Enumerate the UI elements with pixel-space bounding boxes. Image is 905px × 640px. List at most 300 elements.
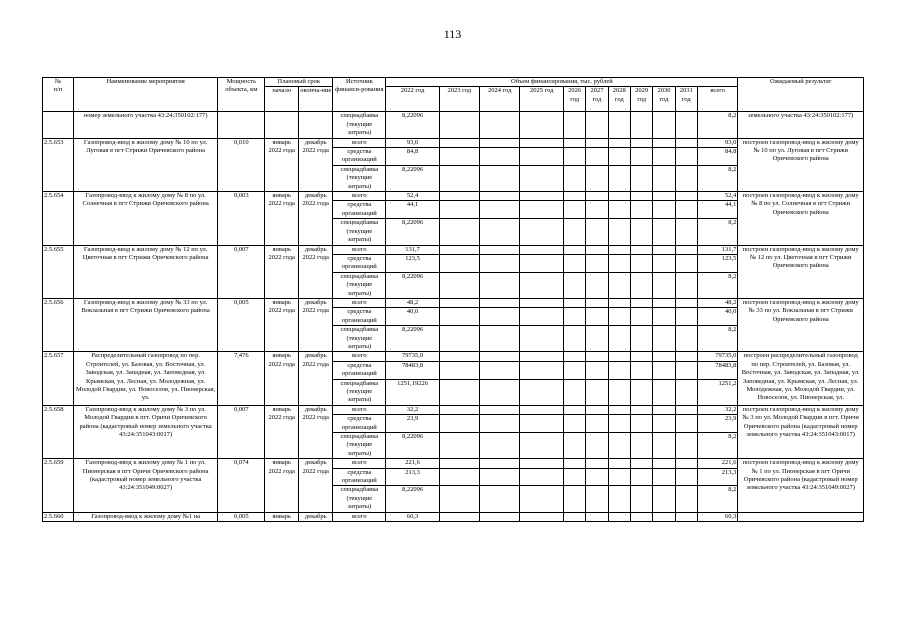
row-value <box>563 512 585 521</box>
row-value: 8,22096 <box>386 165 439 191</box>
financing-table <box>42 77 864 522</box>
row-value <box>563 112 585 138</box>
row-source: средства организаций <box>333 254 386 272</box>
row-num: 2.5.658 <box>43 405 74 458</box>
row-value <box>520 165 564 191</box>
row-value: 8,22096 <box>386 112 439 138</box>
row-value <box>479 219 519 245</box>
row-value <box>520 352 564 361</box>
row-value <box>608 326 630 352</box>
row-value <box>608 468 630 486</box>
row-value <box>439 326 479 352</box>
row-source: всего <box>333 192 386 201</box>
row-value <box>675 298 697 307</box>
row-value <box>630 165 652 191</box>
table-row <box>43 459 864 468</box>
row-value: 8,22096 <box>386 272 439 298</box>
row-value <box>563 165 585 191</box>
row-value <box>586 192 608 201</box>
header-result: Ожидаемый результат <box>738 78 864 112</box>
row-value <box>520 361 564 379</box>
row-total: 213,3 <box>697 468 737 486</box>
row-value <box>479 486 519 512</box>
row-source: всего <box>333 138 386 147</box>
row-value <box>653 192 675 201</box>
row-result: построен газопровод-ввод к жилому дому № 33 по ул. Вокзальная в пгт Стрижи Оричевского района <box>738 298 864 351</box>
row-value <box>479 459 519 468</box>
row-source: спецнадбавка (текущие затраты) <box>333 272 386 298</box>
row-total: 8,2 <box>697 486 737 512</box>
row-value <box>563 486 585 512</box>
row-total: 40,0 <box>697 308 737 326</box>
row-value <box>630 326 652 352</box>
row-value <box>586 405 608 414</box>
row-power: 0,005 <box>218 512 265 521</box>
row-result: земельного участка 43:24:350102:177) <box>738 112 864 138</box>
row-value <box>439 308 479 326</box>
row-value <box>586 254 608 272</box>
row-value: 44,1 <box>386 201 439 219</box>
row-start: январь <box>265 512 299 521</box>
row-value <box>608 459 630 468</box>
row-value: 221,6 <box>386 459 439 468</box>
header-year: 2026 год <box>563 87 585 112</box>
row-value <box>563 326 585 352</box>
row-value <box>653 486 675 512</box>
row-value <box>630 459 652 468</box>
row-value: 84,8 <box>386 148 439 166</box>
row-source: всего <box>333 352 386 361</box>
row-source: всего <box>333 459 386 468</box>
row-num: 2.5.659 <box>43 459 74 512</box>
row-value <box>586 512 608 521</box>
row-total: 8,2 <box>697 433 737 459</box>
row-source: спецнадбавка (текущие затраты) <box>333 165 386 191</box>
header-total: всего <box>697 87 737 112</box>
row-value <box>439 201 479 219</box>
row-power: 0,010 <box>218 138 265 191</box>
row-value <box>586 272 608 298</box>
row-value <box>479 245 519 254</box>
row-value <box>675 138 697 147</box>
header-name: Наименование мероприятия <box>73 78 218 112</box>
row-value <box>675 415 697 433</box>
header-year: 2027 год <box>586 87 608 112</box>
row-value <box>520 468 564 486</box>
row-value <box>675 326 697 352</box>
row-value <box>608 192 630 201</box>
row-num: 2.5.660 <box>43 512 74 521</box>
row-value <box>675 459 697 468</box>
row-value <box>520 433 564 459</box>
row-source: средства организаций <box>333 308 386 326</box>
row-value <box>563 192 585 201</box>
row-value <box>653 112 675 138</box>
row-end: декабрь <box>299 512 333 521</box>
row-value <box>479 352 519 361</box>
row-end: декабрь 2022 года <box>299 138 333 191</box>
row-value <box>675 112 697 138</box>
row-value <box>479 165 519 191</box>
row-value <box>479 405 519 414</box>
row-value <box>653 361 675 379</box>
row-value <box>586 165 608 191</box>
row-value <box>608 298 630 307</box>
row-value <box>520 192 564 201</box>
row-source: спецнадбавка (текущие затраты) <box>333 379 386 405</box>
row-value <box>653 138 675 147</box>
row-value <box>563 405 585 414</box>
row-end: декабрь 2022 года <box>299 352 333 405</box>
row-value <box>439 361 479 379</box>
row-value <box>439 415 479 433</box>
row-value <box>439 148 479 166</box>
row-total: 32,2 <box>697 405 737 414</box>
row-value <box>653 512 675 521</box>
row-value <box>653 148 675 166</box>
row-value <box>439 512 479 521</box>
row-source: всего <box>333 245 386 254</box>
row-value <box>586 245 608 254</box>
table-row <box>43 352 864 361</box>
row-value <box>630 361 652 379</box>
row-name: Газопровод-ввод к жилому дому № 12 по ул. Цветочная в пгт Стрижи Оричевского района <box>73 245 218 298</box>
header-start: начало <box>265 87 299 112</box>
row-value <box>563 352 585 361</box>
row-result: построен газопровод-ввод к жилому дому № 3 по ул. Молодой Гвардии в пгт. Оричи Оричевского района (кадастровый номер земельного участка 43:24:351043:0017) <box>738 405 864 458</box>
row-total: 60,3 <box>697 512 737 521</box>
header-volume: Объем финансирования, тыс. рублей <box>386 78 738 87</box>
header-num: № п/п <box>43 78 74 112</box>
row-num: 2.5.655 <box>43 245 74 298</box>
row-total: 52,4 <box>697 192 737 201</box>
row-value <box>675 219 697 245</box>
header-year: 2025 год <box>520 87 564 112</box>
row-value <box>563 459 585 468</box>
row-value <box>653 308 675 326</box>
row-value <box>675 512 697 521</box>
row-value <box>630 192 652 201</box>
row-value <box>586 468 608 486</box>
row-value <box>586 308 608 326</box>
row-value <box>439 245 479 254</box>
row-value <box>586 201 608 219</box>
row-value <box>479 468 519 486</box>
row-value <box>653 326 675 352</box>
row-value <box>479 415 519 433</box>
row-total: 48,2 <box>697 298 737 307</box>
row-value: 131,7 <box>386 245 439 254</box>
row-value <box>439 165 479 191</box>
row-value <box>653 219 675 245</box>
row-value <box>608 148 630 166</box>
row-value <box>630 148 652 166</box>
row-source: средства организаций <box>333 361 386 379</box>
row-value: 8,22096 <box>386 433 439 459</box>
row-total: 8,2 <box>697 326 737 352</box>
row-start: январь 2022 года <box>265 459 299 512</box>
row-value <box>630 219 652 245</box>
row-value <box>439 379 479 405</box>
row-power: 0,007 <box>218 405 265 458</box>
row-value <box>520 272 564 298</box>
row-source: спецнадбавка (текущие затраты) <box>333 486 386 512</box>
row-value <box>520 405 564 414</box>
header-year: 2022 год <box>386 87 439 112</box>
row-value <box>675 308 697 326</box>
row-value <box>675 192 697 201</box>
row-value <box>479 112 519 138</box>
table-row <box>43 112 864 138</box>
row-value <box>563 298 585 307</box>
row-result: построен газопровод-ввод к жилому дому № 1 по ул. Пионерская в пгт Оричи Оричевского района (кадастровый номер земельного участка 43:24:351049:0027) <box>738 459 864 512</box>
row-value <box>630 352 652 361</box>
row-total: 84,8 <box>697 148 737 166</box>
row-result <box>738 512 864 521</box>
row-power: 0,005 <box>218 298 265 351</box>
row-value <box>520 201 564 219</box>
row-source: средства организаций <box>333 468 386 486</box>
row-value <box>653 459 675 468</box>
row-total: 44,1 <box>697 201 737 219</box>
row-value <box>563 254 585 272</box>
row-value <box>675 405 697 414</box>
row-total: 1251,2 <box>697 379 737 405</box>
row-name: Распределительный газопровод по пер. Строителей, ул. Базовая, ул. Восточная, ул. Заводская, ул. Западная, ул. Заповедная, ул. Крымская, ул. Лесная, ул. Молодежная, ул. Молодой Гвардии, ул. Новоселов, ул. Пионерская, ул. <box>73 352 218 405</box>
row-value <box>479 433 519 459</box>
row-end: декабрь 2022 года <box>299 459 333 512</box>
row-value <box>630 468 652 486</box>
row-value <box>439 254 479 272</box>
row-value <box>608 379 630 405</box>
row-value <box>520 308 564 326</box>
row-value <box>675 201 697 219</box>
row-value <box>520 379 564 405</box>
row-total: 8,2 <box>697 165 737 191</box>
row-value: 48,2 <box>386 298 439 307</box>
row-power: 7,476 <box>218 352 265 405</box>
row-value <box>675 245 697 254</box>
row-total: 131,7 <box>697 245 737 254</box>
row-value <box>608 272 630 298</box>
row-value <box>439 433 479 459</box>
row-value <box>520 512 564 521</box>
row-start: январь 2022 года <box>265 138 299 191</box>
header-year: 2024 год <box>479 87 519 112</box>
row-value <box>586 352 608 361</box>
row-value <box>608 219 630 245</box>
row-value <box>520 112 564 138</box>
row-end: декабрь 2022 года <box>299 405 333 458</box>
row-value <box>520 459 564 468</box>
row-result: построен газопровод-ввод к жилому дому № 8 по ул. Солнечная в пгт Стрижи Оричевского района <box>738 192 864 245</box>
row-power: 0,007 <box>218 245 265 298</box>
row-value <box>563 201 585 219</box>
row-value <box>479 298 519 307</box>
row-total: 8,2 <box>697 219 737 245</box>
row-end <box>299 112 333 138</box>
row-value <box>439 272 479 298</box>
row-value <box>675 361 697 379</box>
row-num: 2.5.657 <box>43 352 74 405</box>
row-value <box>479 201 519 219</box>
row-value: 78483,8 <box>386 361 439 379</box>
row-value: 8,22096 <box>386 219 439 245</box>
row-source: средства организаций <box>333 148 386 166</box>
row-name: Газопровод-ввод к жилому дому № 1 по ул. Пионерская в пгт Оричи Оричевского района (кадастровый номер земельного участка 43:24:351049:0027) <box>73 459 218 512</box>
row-source: спецнадбавка (текущие затраты) <box>333 326 386 352</box>
row-total: 78483,8 <box>697 361 737 379</box>
row-value <box>675 165 697 191</box>
row-num: 2.5.653 <box>43 138 74 191</box>
row-value <box>675 352 697 361</box>
row-name: Газопровод-ввод к жилому дому № 33 по ул. Вокзальная в пгт Стрижи Оричевского района <box>73 298 218 351</box>
row-value <box>439 405 479 414</box>
table-row <box>43 245 864 254</box>
row-value <box>630 245 652 254</box>
row-value <box>586 379 608 405</box>
row-source: спецнадбавка (текущие затраты) <box>333 433 386 459</box>
row-value: 79735,0 <box>386 352 439 361</box>
row-start: январь 2022 года <box>265 352 299 405</box>
table-row <box>43 405 864 414</box>
row-value: 93,0 <box>386 138 439 147</box>
row-value <box>630 298 652 307</box>
row-value <box>675 486 697 512</box>
header-year: 2031 год <box>675 87 697 112</box>
row-value <box>586 361 608 379</box>
row-value <box>653 379 675 405</box>
row-value <box>608 254 630 272</box>
row-result: построен распределительный газопровод по пер. Строителей, ул. Базовая, ул. Восточная, ул. Заводская, ул. Западная, ул. Заповедная, ул. Крымская, ул. Лесная, ул. Молодежная, ул. Молодой Гвардии, ул. Новоселов, ул. Пионерская, ул. <box>738 352 864 405</box>
row-value: 1251,19226 <box>386 379 439 405</box>
row-value <box>439 219 479 245</box>
row-value <box>653 298 675 307</box>
row-value: 123,5 <box>386 254 439 272</box>
row-value <box>563 468 585 486</box>
row-value <box>608 138 630 147</box>
row-value <box>630 112 652 138</box>
header-year: 2028 год <box>608 87 630 112</box>
row-value <box>675 433 697 459</box>
row-value <box>630 254 652 272</box>
row-source: всего <box>333 512 386 521</box>
row-value <box>479 148 519 166</box>
row-value <box>520 148 564 166</box>
row-value <box>439 352 479 361</box>
row-value <box>520 415 564 433</box>
row-value <box>563 245 585 254</box>
row-value <box>563 138 585 147</box>
row-value <box>608 165 630 191</box>
row-value <box>520 486 564 512</box>
row-value <box>439 459 479 468</box>
row-value <box>520 219 564 245</box>
row-value <box>439 298 479 307</box>
row-start <box>265 112 299 138</box>
row-start: январь 2022 года <box>265 298 299 351</box>
row-value <box>608 361 630 379</box>
row-value: 23,9 <box>386 415 439 433</box>
table-row <box>43 298 864 307</box>
row-result: построен газопровод-ввод к жилому дому № 10 по ул. Луговая в пгт Стрижи Оричевского района <box>738 138 864 191</box>
row-num: 2.5.656 <box>43 298 74 351</box>
row-value <box>608 433 630 459</box>
row-value <box>630 201 652 219</box>
row-value <box>479 361 519 379</box>
row-value: 8,22096 <box>386 326 439 352</box>
row-power <box>218 112 265 138</box>
row-value <box>586 415 608 433</box>
row-value <box>520 138 564 147</box>
page-number: 113 <box>443 27 462 41</box>
row-value <box>653 245 675 254</box>
row-total: 93,0 <box>697 138 737 147</box>
row-value <box>479 272 519 298</box>
row-total: 8,2 <box>697 112 737 138</box>
row-value <box>630 308 652 326</box>
row-value: 52,4 <box>386 192 439 201</box>
row-value <box>563 415 585 433</box>
row-start: январь 2022 года <box>265 405 299 458</box>
row-name: Газопровод-ввод к жилому дому № 3 по ул. Молодой Гвардии в пгт. Оричи Оричевского района (кадастровый номер земельного участка 43:24:351043:0017) <box>73 405 218 458</box>
row-value <box>608 112 630 138</box>
row-value <box>439 192 479 201</box>
row-total: 79735,0 <box>697 352 737 361</box>
row-value <box>479 379 519 405</box>
row-value <box>630 405 652 414</box>
row-source: спецнадбавка (текущие затраты) <box>333 112 386 138</box>
row-value <box>653 433 675 459</box>
row-name: Газопровод-ввод к жилому дому № 10 по ул. Луговая в пгт Стрижи Оричевского района <box>73 138 218 191</box>
row-name: Газопровод-ввод к жилому дому №1 на <box>73 512 218 521</box>
row-value <box>479 138 519 147</box>
row-value <box>439 112 479 138</box>
row-value <box>630 379 652 405</box>
row-total: 123,5 <box>697 254 737 272</box>
row-value <box>630 272 652 298</box>
row-value <box>630 512 652 521</box>
row-end: декабрь 2022 года <box>299 298 333 351</box>
row-power: 0,074 <box>218 459 265 512</box>
row-value <box>479 326 519 352</box>
table-row <box>43 192 864 201</box>
row-value <box>608 415 630 433</box>
row-value <box>608 512 630 521</box>
row-value <box>608 308 630 326</box>
row-value <box>563 361 585 379</box>
row-total: 23,9 <box>697 415 737 433</box>
row-value <box>586 459 608 468</box>
row-value: 213,3 <box>386 468 439 486</box>
row-value <box>608 245 630 254</box>
row-end: декабрь 2022 года <box>299 192 333 245</box>
row-value <box>653 352 675 361</box>
row-value <box>563 379 585 405</box>
row-value <box>586 219 608 245</box>
row-value <box>586 433 608 459</box>
header-year: 2023 год <box>439 87 479 112</box>
row-source: средства организаций <box>333 201 386 219</box>
row-value <box>653 405 675 414</box>
row-value <box>653 468 675 486</box>
row-value <box>630 433 652 459</box>
header-year: 2030 год <box>653 87 675 112</box>
row-value <box>608 486 630 512</box>
row-value <box>439 486 479 512</box>
row-value <box>439 138 479 147</box>
row-source: всего <box>333 298 386 307</box>
